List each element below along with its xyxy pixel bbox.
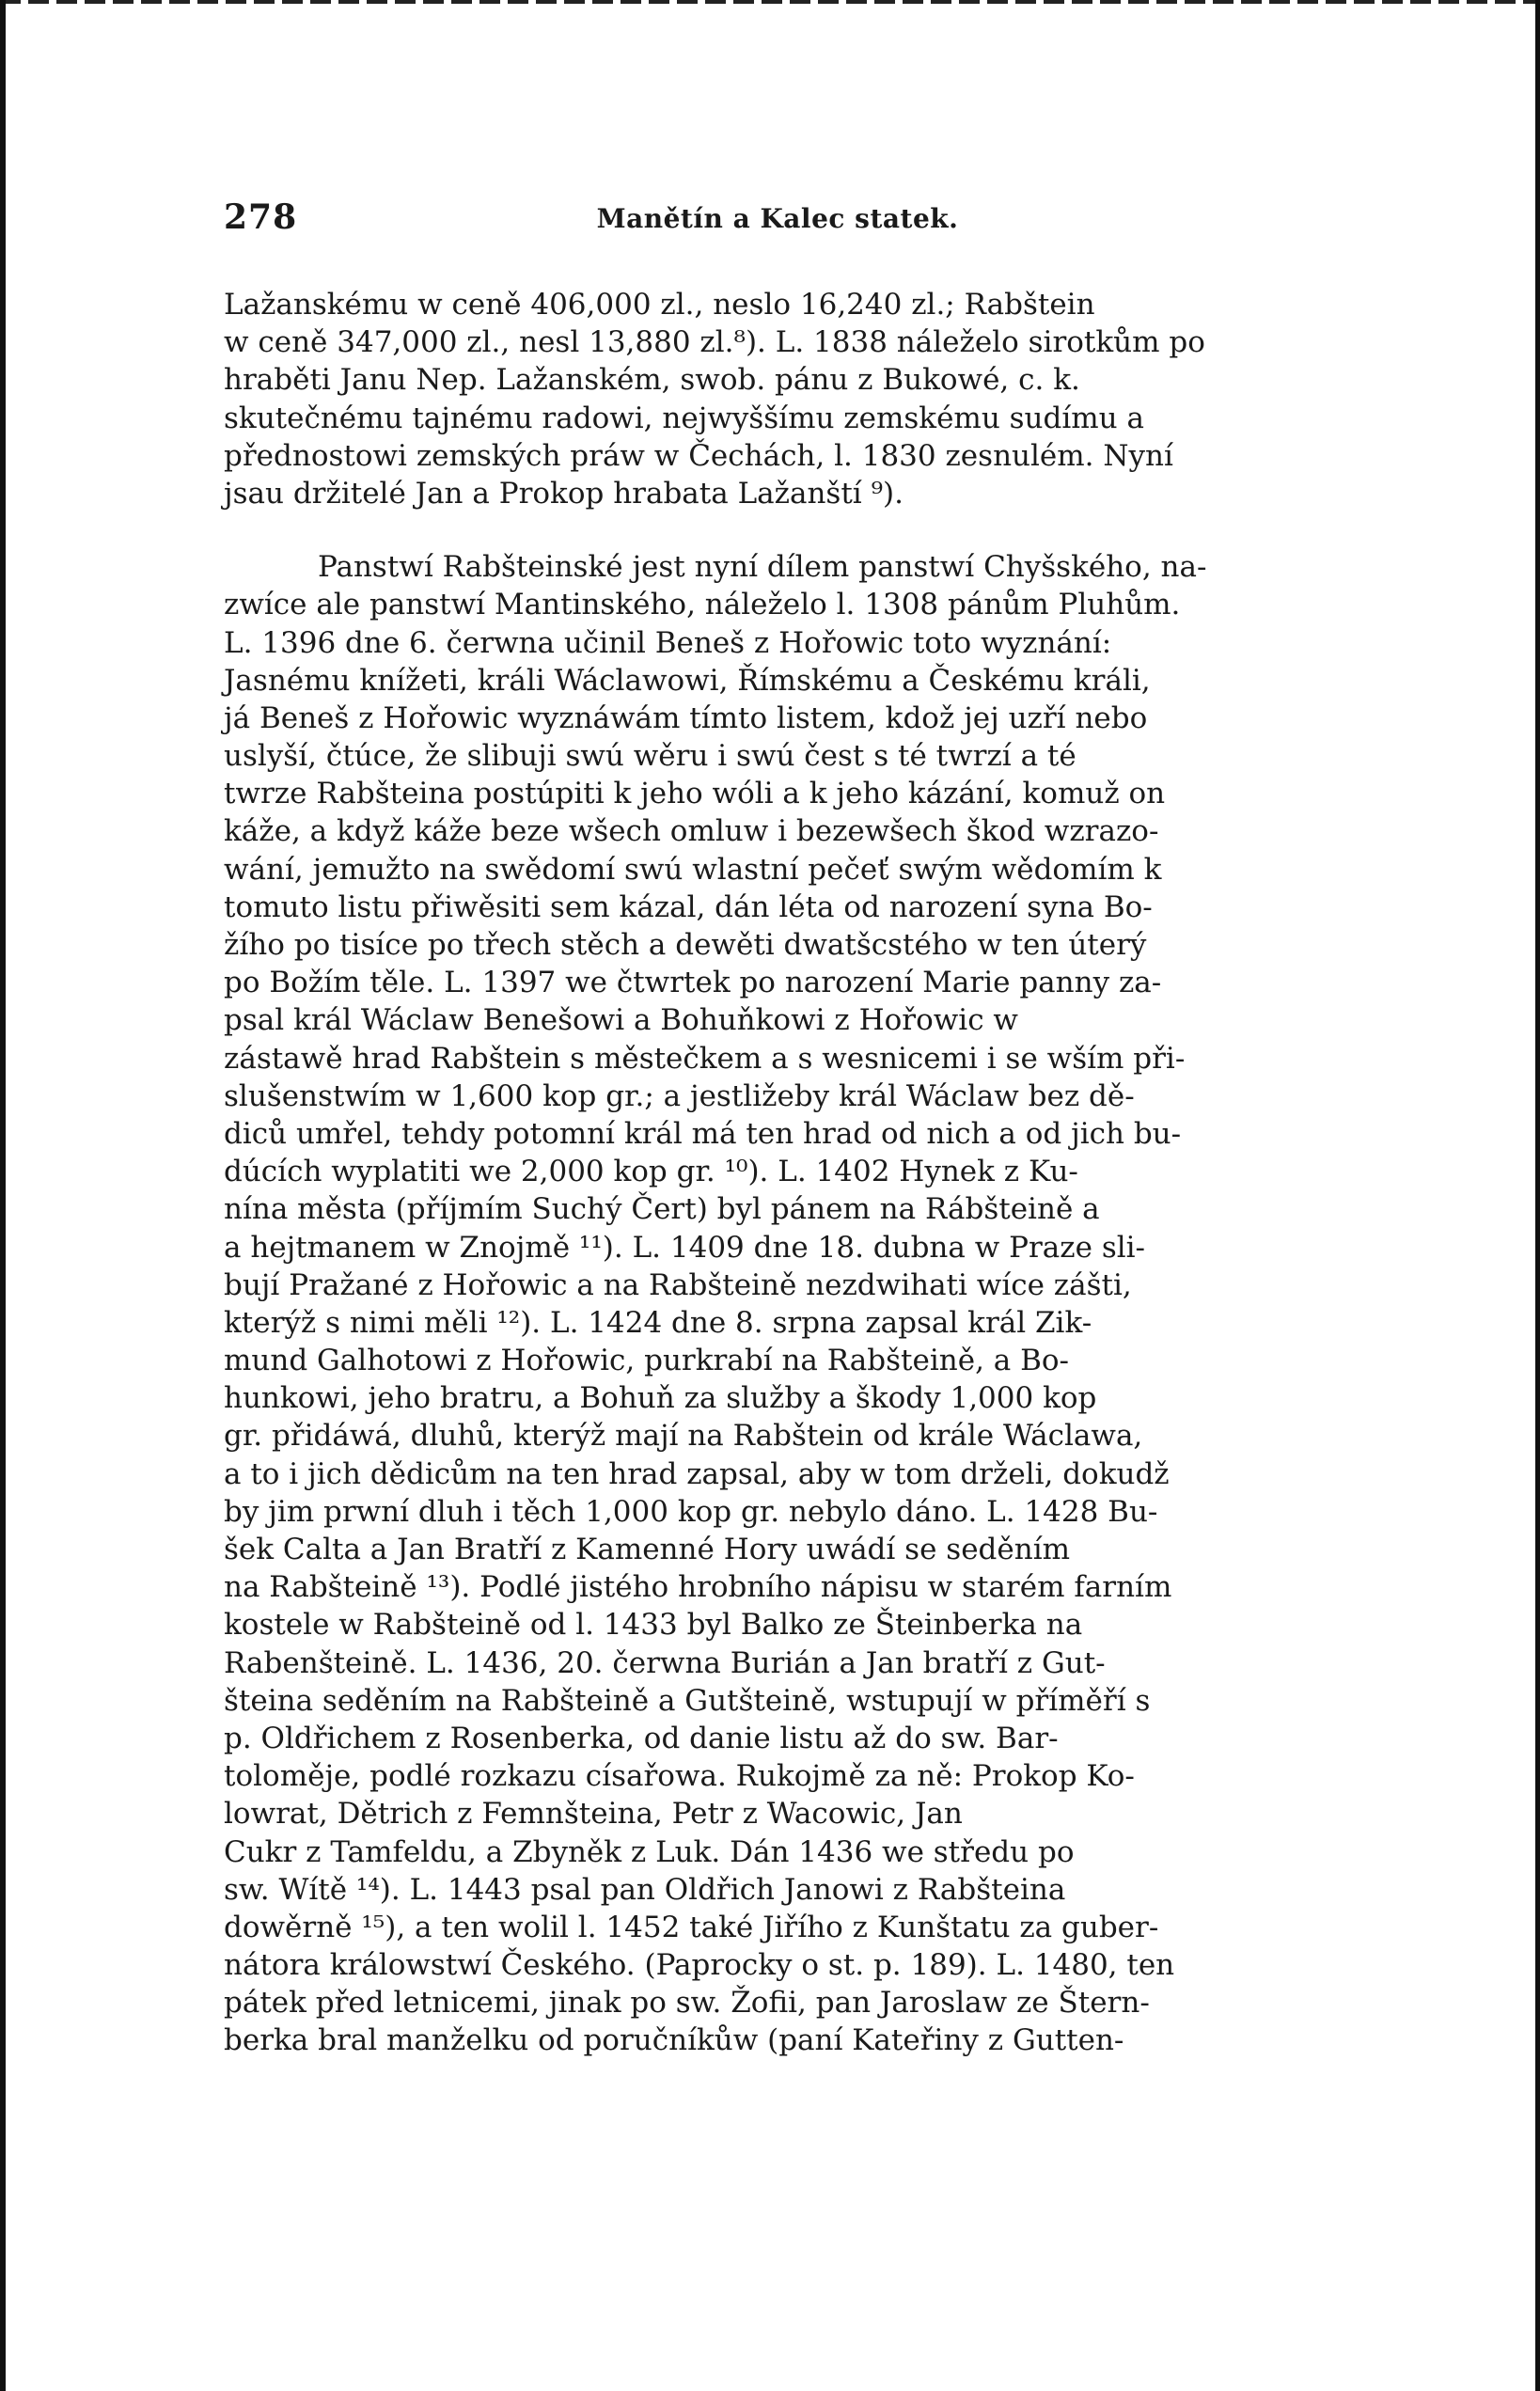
text-line: kterýž s nimi měli ¹²). L. 1424 dne 8. srpna zapsal král Zik- <box>224 1305 1092 1340</box>
text-line: šek Calta a Jan Bratří z Kamenné Hory uwádí se seděním <box>224 1533 1070 1566</box>
text-line: wání, jemužto na swědomí swú wlastní pečeť swým wědomím k <box>224 852 1162 887</box>
text-line: Cukr z Tamfeldu, a Zbyněk z Luk. Dán 1436 we středu po <box>224 1834 1075 1869</box>
text-line: a to i jich dědicům na ten hrad zapsal, aby w tom drželi, dokudž <box>224 1456 1170 1491</box>
text-line: a hejtmanem w Znojmě ¹¹). L. 1409 dne 18. dubna w Praze sli- <box>224 1230 1146 1265</box>
scan-border-left <box>0 0 6 2391</box>
text-line: sw. Wítě ¹⁴). L. 1443 psal pan Oldřich Janowi z Rabšteina <box>224 1872 1066 1907</box>
text-line: p. Oldřichem z Rosenberka, od danie listu až do sw. Bar- <box>224 1721 1059 1755</box>
text-line: nína města (příjmím Suchý Čert) byl pánem na Rábšteině a <box>224 1192 1100 1227</box>
book-page <box>224 197 1331 2060</box>
text-line: uslyší, čtúce, že slibuji swú wěru i swú čest s té twrzí a té <box>224 739 1076 774</box>
text-line: Panstwí Rabšteinské jest nyní dílem panstwí Chyšského, na- <box>318 550 1207 585</box>
text-line: gr. přidáwá, dluhů, kterýž mají na Rabštein od krále Wáclawa, <box>224 1419 1143 1454</box>
text-line: zástawě hrad Rabštein s městečkem a s wesnicemi i se wším při- <box>224 1041 1186 1076</box>
text-line: tomuto listu přiwěsiti sem kázal, dán léta od narození syna Bo- <box>224 889 1153 924</box>
text-line: berka bral manželku od poručníkůw (paní Kateřiny z Gutten- <box>224 2023 1124 2058</box>
running-title: Manětín a Kalec statek. <box>596 203 959 234</box>
text-line: káže, a když káže beze wšech omluw i bezewšech škod wzrazo- <box>224 814 1159 849</box>
text-line: hunkowi, jeho bratru, a Bohuň za služby a škody 1,000 kop <box>224 1381 1097 1416</box>
text-line: diců umřel, tehdy potomní král má ten hrad od nich a od jich bu- <box>224 1116 1182 1151</box>
text-line: bují Pražané z Hořowic a na Rabšteině nezdwihati wíce zášti, <box>224 1267 1132 1302</box>
text-line: mund Galhotowi z Hořowic, purkrabí na Rabšteině, a Bo- <box>224 1344 1070 1378</box>
text-line: L. 1396 dne 6. čerwna učinil Beneš z Hořowic toto wyznání: <box>224 625 1112 660</box>
text-line: po Božím těle. L. 1397 we čtwrtek po narození Marie panny za- <box>224 966 1162 1000</box>
text-line: Lažanskému w ceně 406,000 zl., neslo 16,240 zl.; Rabštein <box>224 288 1095 322</box>
text-line: dúcích wyplatiti we 2,000 kop gr. ¹⁰). L. 1402 Hynek z Ku- <box>224 1155 1078 1189</box>
scan-border-top <box>0 0 1540 4</box>
text-line: kostele w Rabšteině od l. 1433 byl Balko ze Šteinberka na <box>224 1608 1083 1643</box>
paragraph-gap <box>224 512 1331 548</box>
text-line: psal král Wáclaw Benešowi a Bohuňkowi z Hořowic w <box>224 1003 1018 1038</box>
text-line: pátek před letnicemi, jinak po sw. Žofii, pan Jaroslaw ze Štern- <box>224 1986 1150 2021</box>
text-line: Rabenšteině. L. 1436, 20. čerwna Burián a Jan bratří z Gut- <box>224 1645 1106 1680</box>
text-line: na Rabšteině ¹³). Podlé jistého hrobního nápisu w starém farním <box>224 1570 1172 1605</box>
text-line: lowrat, Dětrich z Femnšteina, Petr z Wacowic, Jan <box>224 1797 963 1832</box>
text-line: w ceně 347,000 zl., nesl 13,880 zl.⁸). L. 1838 náleželo sirotkům po <box>224 325 1205 360</box>
text-line: toloměje, podlé rozkazu císařowa. Rukojmě za ně: Prokop Ko- <box>224 1759 1135 1794</box>
text-line: skutečnému tajnému radowi, nejwyššímu zemskému sudímu a <box>224 401 1144 435</box>
text-line: by jim prwní dluh i těch 1,000 kop gr. nebylo dáno. L. 1428 Bu- <box>224 1494 1158 1529</box>
paragraph <box>224 286 1331 512</box>
text-line: žího po tisíce po třech stěch a dewěti dwatšcstého w ten úterý <box>224 928 1147 962</box>
text-line: nátora králowstwí Českého. (Paprocky o st. p. 189). L. 1480, ten <box>224 1948 1175 1983</box>
scan-border-right <box>1535 0 1540 2391</box>
text-line: přednostowi zemských práw w Čechách, l. 1830 zesnulém. Nyní <box>224 438 1173 473</box>
paragraph <box>224 548 1331 2060</box>
text-line: jsau držitelé Jan a Prokop hrabata Lažanští ⁹). <box>224 476 904 511</box>
page-number: 278 <box>224 197 298 237</box>
text-line: zwíce ale panstwí Mantinského, náleželo l. 1308 pánům Pluhům. <box>224 588 1181 622</box>
body-text <box>224 286 1331 2060</box>
text-line: Jasnému knížeti, králi Wáclawowi, Římskému a Českému králi, <box>224 663 1151 698</box>
text-line: dowěrně ¹⁵), a ten wolil l. 1452 také Jiřího z Kunštatu za guber- <box>224 1910 1159 1944</box>
text-line: slušenstwím w 1,600 kop gr.; a jestližeby král Wáclaw bez dě- <box>224 1078 1135 1113</box>
text-line: twrze Rabšteina postúpiti k jeho wóli a k jeho kázání, komuž on <box>224 777 1166 811</box>
text-line: šteina seděním na Rabšteině a Gutšteině, wstupují w příměří s <box>224 1683 1151 1718</box>
running-head <box>224 197 1331 244</box>
text-line: já Beneš z Hořowic wyznáwám tímto listem, kdož jej uzří nebo <box>224 700 1148 735</box>
text-line: hraběti Janu Nep. Lažanském, swob. pánu z Bukowé, c. k. <box>224 363 1080 398</box>
